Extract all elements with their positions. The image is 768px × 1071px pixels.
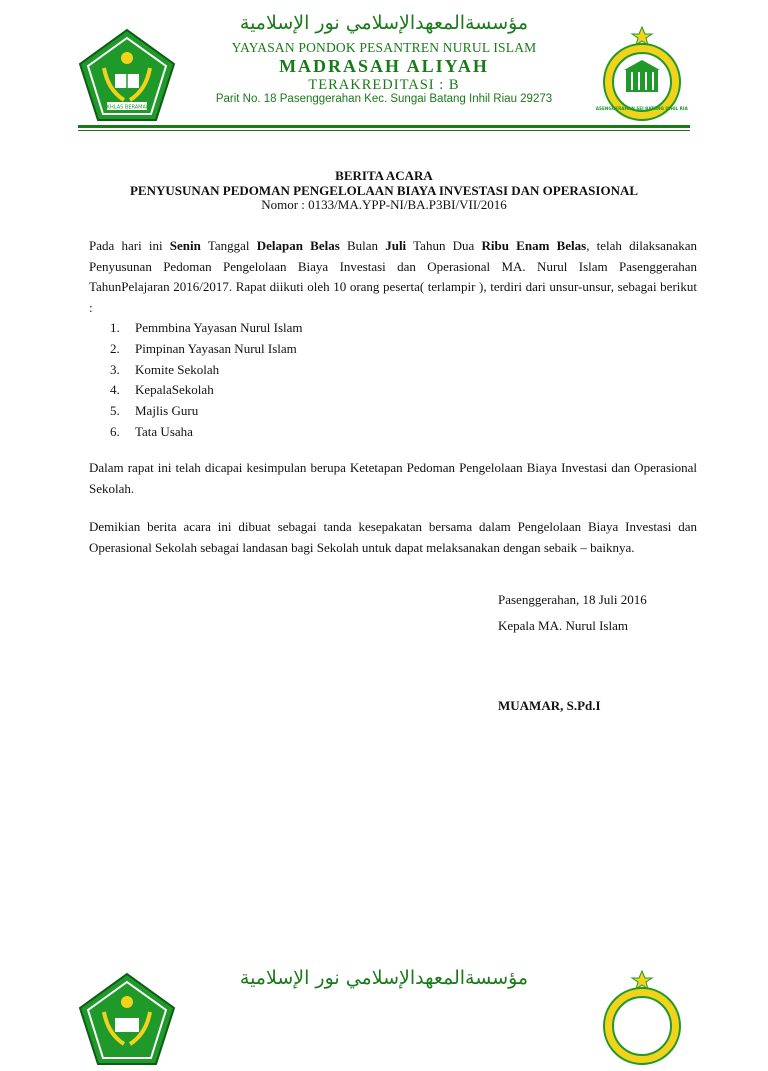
list-item: 3. Komite Sekolah — [110, 361, 220, 377]
arabic-foundation-name: مؤسسةالمعهدالإسلامي نور الإسلامية — [239, 12, 529, 34]
list-item: 4. KepalaSekolah — [110, 382, 214, 398]
header-divider-thick — [78, 125, 690, 128]
header-divider-thin — [78, 130, 690, 131]
document-subtitle: PENYUSUNAN PEDOMAN PENGELOLAAN BIAYA INVESTASI DAN OPERASIONAL — [129, 183, 639, 198]
document-number: Nomor : 0133/MA.YPP-NI/BA.P3BI/VII/2016 — [261, 197, 507, 212]
date-words: Delapan Belas — [256, 238, 340, 253]
address: Parit No. 18 Pasenggerahan Kec. Sungai Batang Inhil Riau 29273 — [215, 93, 553, 105]
opening-paragraph: Pada hari ini Senin Tanggal Delapan Belas Bulan Juli Tahun Dua Ribu Enam Belas, telah dilaksanakan Penyusunan Pedoman Pengelolaan Biaya Investasi dan Operasional MA. Nurul Islam Pasenggerahan TahunPelajaran 2016/2017. Rapat diikuti oleh 10 orang peserta( terlampir ), terdiri dari unsur-unsur, sebagai berikut : — [89, 238, 697, 315]
month-name: Juli — [385, 238, 407, 253]
signature-position: Kepala MA. Nurul Islam — [498, 618, 628, 633]
participant-list — [110, 318, 303, 443]
conclusion-paragraph: Dalam rapat ini telah dicapai kesimpulan berupa Ketetapan Pedoman Pengelolaan Biaya Investasi dan Operasional Sekolah. — [89, 460, 697, 496]
accreditation: TERAKREDITASI : B — [308, 77, 460, 93]
arabic-foundation-name-next-page: مؤسسةالمعهدالإسلامي نور الإسلامية — [239, 967, 529, 989]
left-logo-text: IKHLAS BERAMAL — [105, 104, 149, 111]
list-item: 1. Pemmbina Yayasan Nurul Islam — [110, 320, 303, 335]
list-item: 2. Pimpinan Yayasan Nurul Islam — [110, 340, 297, 356]
school-name: MADRASAH ALIYAH — [279, 56, 489, 76]
right-logo-text: PASENGGERAHAN SEI BATANG INHIL RIAU — [596, 106, 688, 111]
foundation-name: YAYASAN PONDOK PESANTREN NURUL ISLAM — [231, 40, 537, 55]
closing-paragraph: Demikian berita acara ini dibuat sebagai tanda kesepakatan bersama dalam Pengelolaan Biaya Investasi dan Operasional Sekolah sebagai landasan bagi Sekolah untuk dapat melaksanakan dengan sebaik – baiknya. — [89, 519, 697, 555]
signature-place-date: Pasenggerahan, 18 Juli 2016 — [498, 592, 647, 607]
day-name: Senin — [169, 238, 201, 253]
list-item: 5. Majlis Guru — [110, 403, 199, 419]
signatory-name: MUAMAR, S.Pd.I — [498, 698, 601, 713]
document-title: BERITA ACARA — [335, 168, 433, 183]
year-words: Ribu Enam Belas — [481, 238, 587, 253]
list-item: 6. Tata Usaha — [110, 423, 193, 439]
